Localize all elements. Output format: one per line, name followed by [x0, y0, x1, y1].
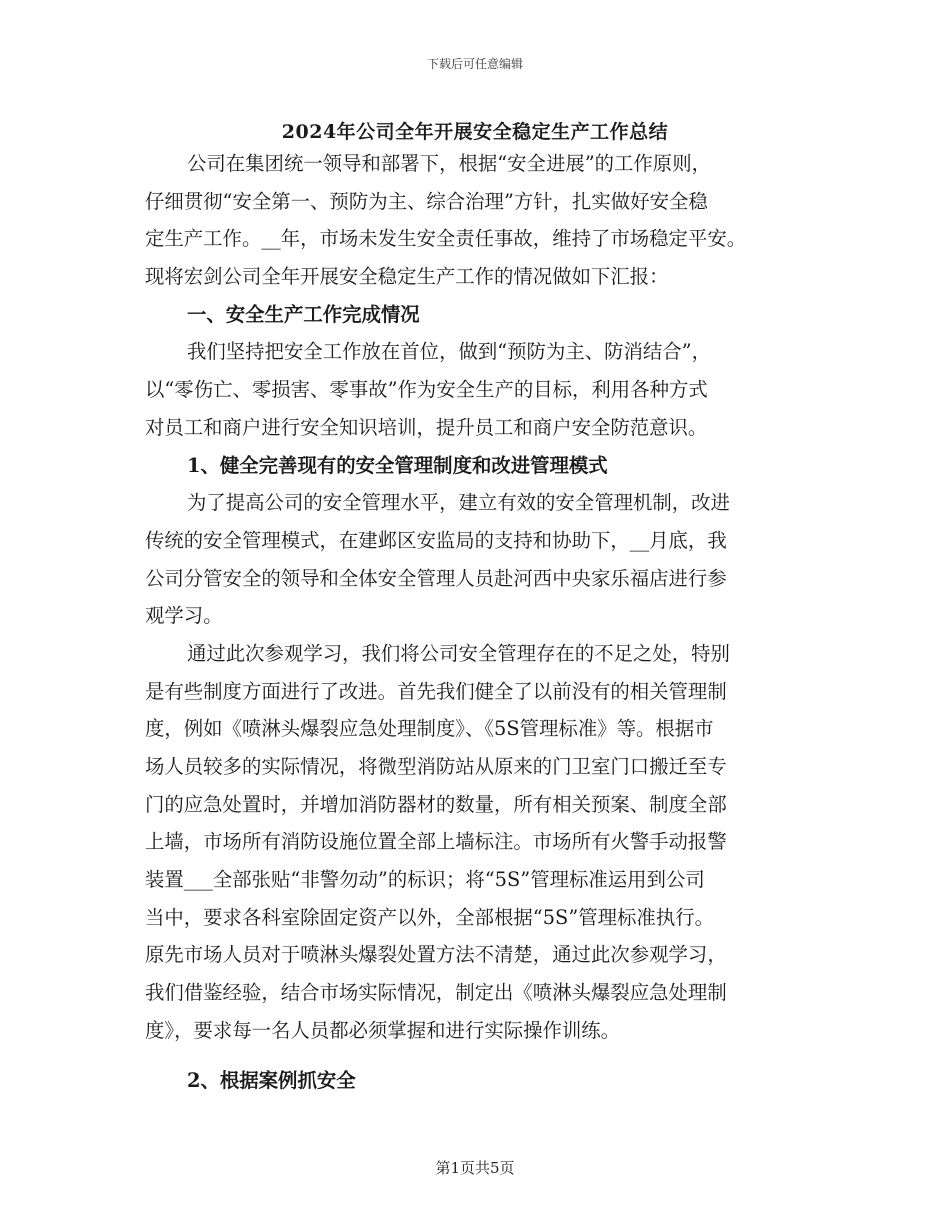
paragraph-line: 传统的安全管理模式，在建邺区安监局的支持和协助下，__月底，我	[145, 528, 727, 552]
paragraph-line: 原先市场人员对于喷淋头爆裂处置方法不清楚，通过此次参观学习，	[145, 943, 727, 967]
subsection-heading: 1、健全完善现有的安全管理制度和改进管理模式	[187, 453, 608, 477]
document-title: 2024年公司全年开展安全稳定生产工作总结	[281, 121, 669, 143]
paragraph-line: 是有些制度方面进行了改进。首先我们健全了以前没有的相关管理制	[145, 679, 727, 703]
paragraph-line: 当中，要求各科室除固定资产以外，全部根据“5S”管理标准执行。	[145, 905, 714, 929]
paragraph-line: 通过此次参观学习，我们将公司安全管理存在的不足之处，特别	[187, 641, 730, 665]
header-note: 下载后可任意编辑	[426, 57, 523, 71]
page-number: 第1页共5页	[435, 1159, 515, 1177]
paragraph-line: 观学习。	[145, 604, 223, 628]
paragraph-line: 公司在集团统一领导和部署下，根据“安全进展”的工作原则，	[187, 152, 711, 175]
subsection-heading: 2、根据案例抓安全	[187, 1068, 356, 1092]
paragraph-line: 现将宏剑公司全年开展安全稳定生产工作的情况做如下汇报：	[145, 265, 669, 289]
document-body	[145, 145, 810, 1099]
paragraph-line: 度，例如《喷淋头爆裂应急处理制度》、《5S管理标准》等。根据市	[145, 717, 714, 741]
section-heading: 一、安全生产工作完成情况	[187, 302, 420, 326]
paragraph-line: 我们坚持把安全工作放在首位，做到“预防为主、防消结合”，	[187, 340, 711, 364]
paragraph-line: 为了提高公司的安全管理水平，建立有效的安全管理机制，改进	[187, 491, 730, 515]
paragraph-line: 我们借鉴经验，结合市场实际情况，制定出《喷淋头爆裂应急处理制	[145, 981, 727, 1005]
paragraph-line: 装置___全部张贴“非警勿动”的标识；将“5S”管理标准运用到公司	[145, 868, 705, 892]
paragraph-line: 场人员较多的实际情况，将微型消防站从原来的门卫室门口搬迁至专	[145, 755, 727, 778]
paragraph-line: 门的应急处置时，并增加消防器材的数量，所有相关预案、制度全部	[145, 792, 727, 816]
paragraph-line: 公司分管安全的领导和全体安全管理人员赴河西中央家乐福店进行参	[145, 566, 727, 590]
paragraph-line: 上墙，市场所有消防设施位置全部上墙标注。市场所有火警手动报警	[145, 830, 727, 854]
paragraph-line: 对员工和商户进行安全知识培训，提升员工和商户安全防范意识。	[145, 415, 708, 439]
paragraph-line: 仔细贯彻“安全第一、预防为主、综合治理”方针，扎实做好安全稳	[145, 189, 708, 213]
paragraph-line: 定生产工作。__年，市场未发生安全责任事故，维持了市场稳定平安。	[145, 227, 747, 251]
paragraph-line: 度》，要求每一名人员都必须掌握和进行实际操作训练。	[145, 1018, 621, 1042]
paragraph-line: 以“零伤亡、零损害、零事故”作为安全生产的目标，利用各种方式	[145, 378, 708, 402]
